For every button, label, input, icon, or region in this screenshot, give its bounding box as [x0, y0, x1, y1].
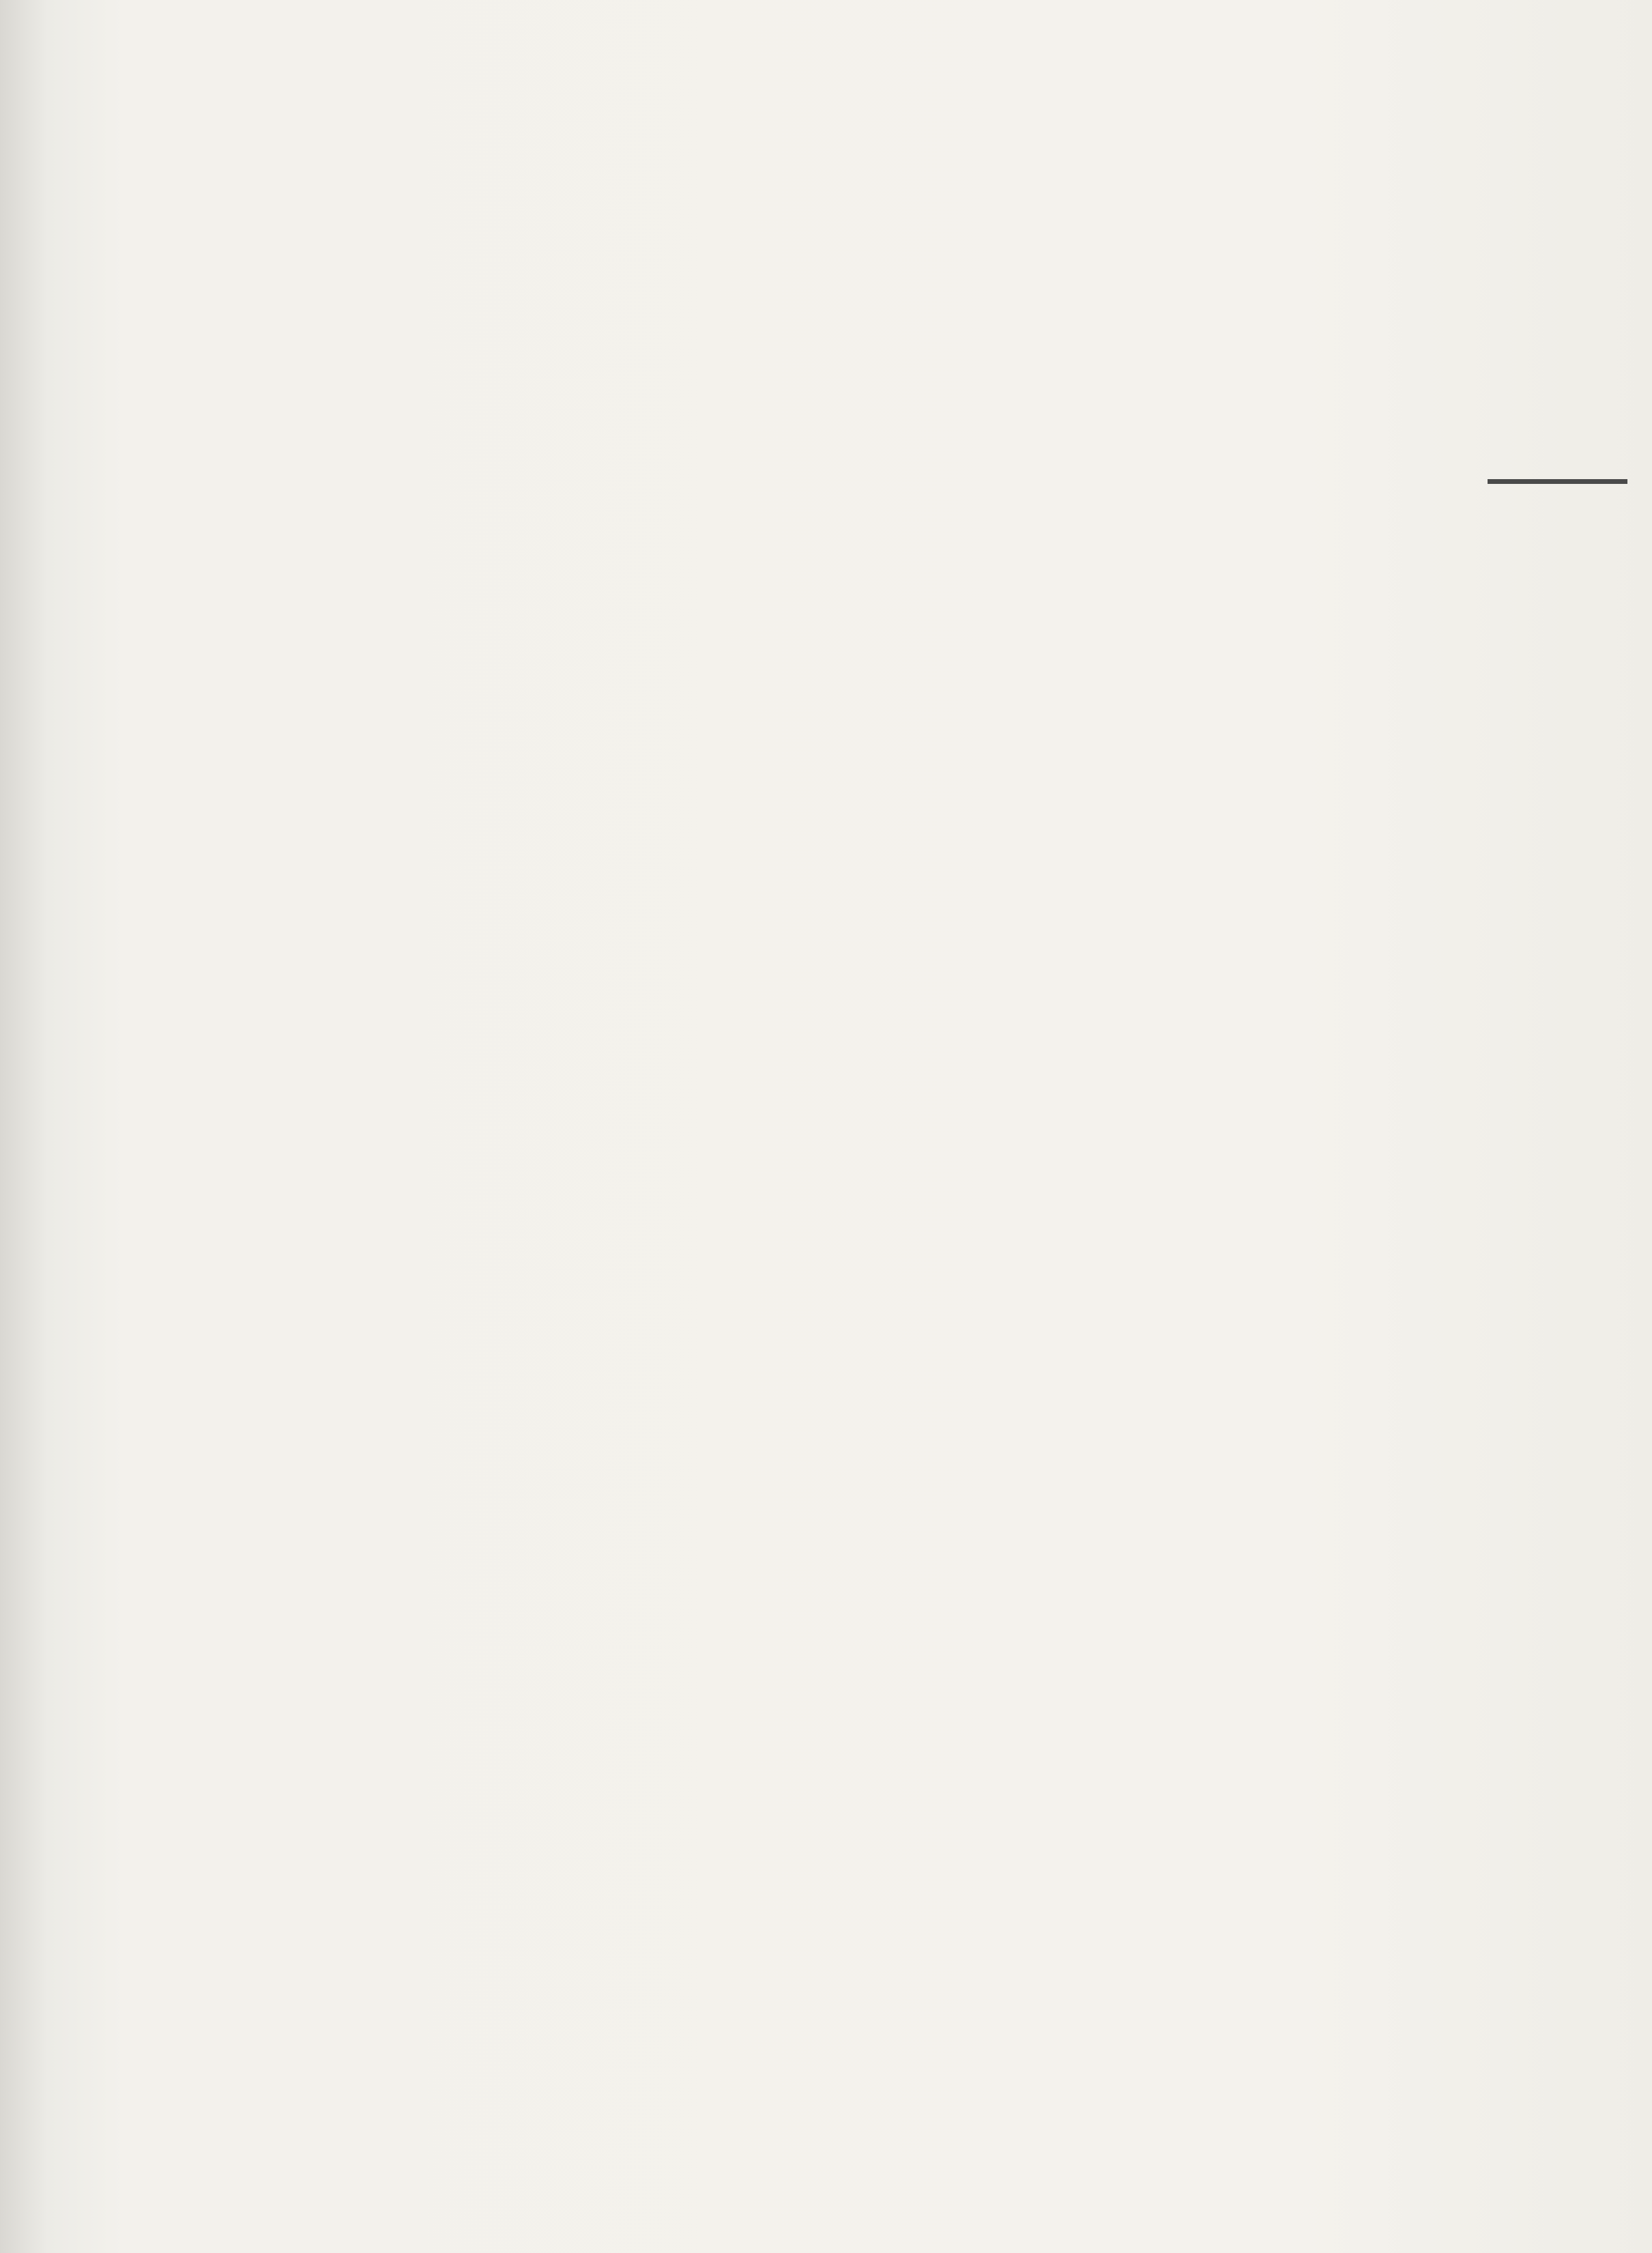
page-number-rule [1488, 479, 1627, 484]
